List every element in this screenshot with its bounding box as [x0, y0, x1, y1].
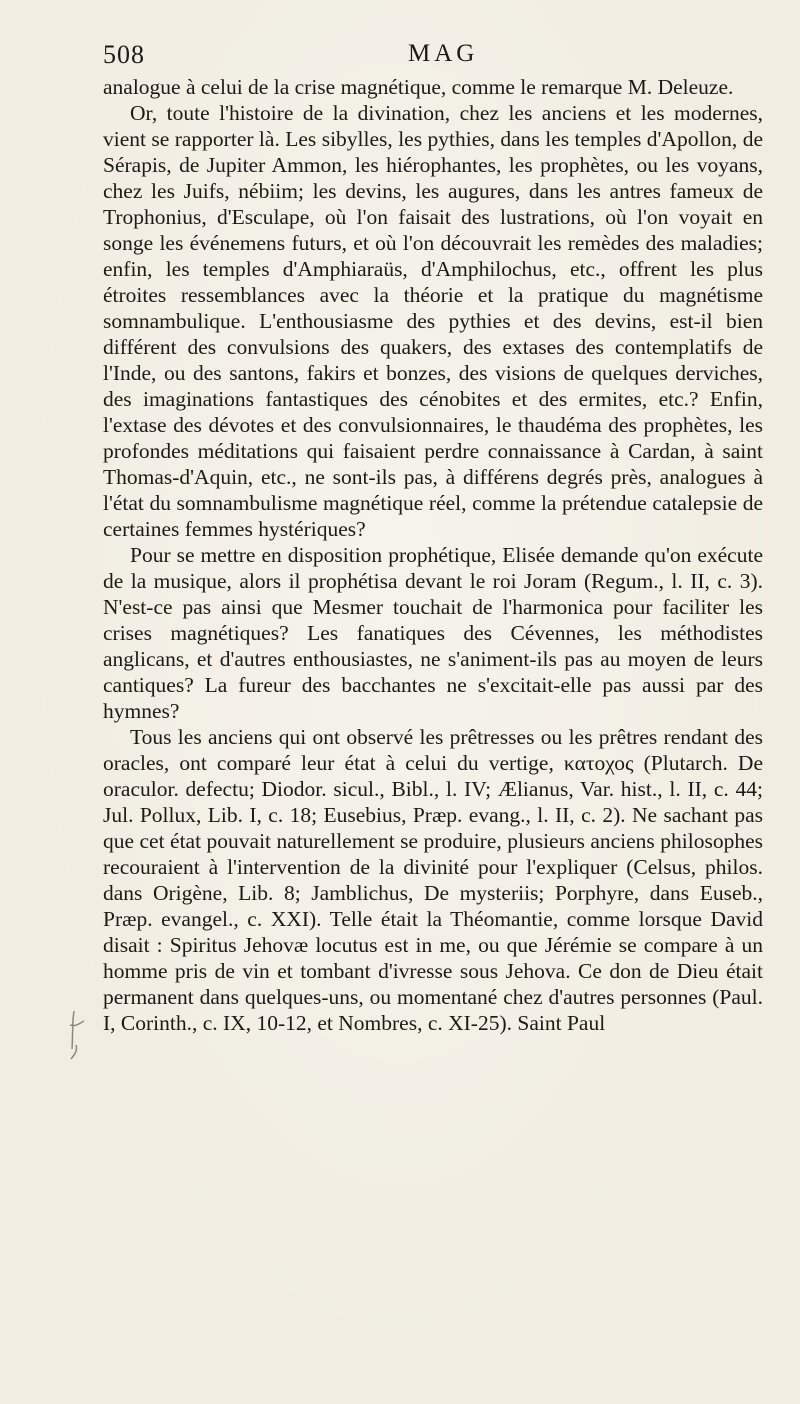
running-head: MAG	[408, 40, 479, 67]
paragraph-oracles: Tous les anciens qui ont observé les prêtresses ou les prêtres rendant des oracles, ont comparé leur état à celui du vertige, κατοχος (Plutarch. De oraculor. defectu; Diodor. sicul., Bibl., l. IV; Ælianus, Var. hist., l. II, c. 44; Jul. Pollux, Lib. I, c. 18; Eusebius, Præp. evang., l. II, c. 2). Ne sachant pas que cet état pouvait naturellement se produire, plusieurs anciens philosophes recouraient à l'intervention de la divinité pour l'expliquer (Celsus, philos. dans Origène, Lib. 8; Jamblichus, De mysteriis; Porphyre, dans Euseb., Præp. evangel., c. XXI). Telle était la Théomantie, comme lorsque David disait : Spiritus Jehovæ locutus est in me, ou que Jérémie se compare à un homme pris de vin et tombant d'ivresse sous Jehova. Ce don de Dieu était permanent dans quelques-uns, ou momentané chez d'autres personnes (Paul. I, Corinth., c. IX, 10-12, et Nombres, c. XI-25). Saint Paul	[103, 725, 763, 1035]
paragraph-continuation: analogue à celui de la crise magnétique, comme le remarque M. Deleuze.	[103, 75, 734, 99]
page-header	[103, 40, 763, 72]
page-number: 508	[103, 40, 145, 69]
paragraph-divination: Or, toute l'histoire de la divination, chez les anciens et les modernes, vient se rapporter là. Les sibylles, les pythies, dans les temples d'Apollon, de Sérapis, de Jupiter Ammon, les hiérophantes, les prophètes, ou les voyans, chez les Juifs, nébiim; les devins, les augures, dans les antres fameux de Trophonius, d'Esculape, où l'on faisait des lustrations, où l'on voyait en songe les événemens futurs, et où l'on découvrait les remèdes des maladies; enfin, les temples d'Amphiaraüs, d'Amphilochus, etc., offrent les plus étroites ressemblances avec la théorie et la pratique du magnétisme somnambulique. L'enthousiasme des pythies et des devins, est-il bien différent des convulsions des quakers, des extases des contemplatifs de l'Inde, ou des santons, fakirs et bonzes, des visions de quelques derviches, des imaginations fantastiques des cénobites et des ermites, etc.? Enfin, l'extase des dévotes et des convulsionnaires, le thaudéma des prophètes, les profondes méditations qui faisaient perdre connaissance à Cardan, à saint Thomas-d'Aquin, etc., ne sont-ils pas, à différens degrés près, analogues à l'état du somnambulisme magnétique réel, comme la prétendue catalepsie de certaines femmes hystériques?	[103, 101, 763, 541]
margin-ink-mark	[60, 1005, 96, 1065]
paragraph-music: Pour se mettre en disposition prophétique, Elisée demande qu'on exécute de la musique, alors il prophétisa devant le roi Joram (Regum., l. II, c. 3). N'est-ce pas ainsi que Mesmer touchait de l'harmonica pour faciliter les crises magnétiques? Les fanatiques des Cévennes, les méthodistes anglicans, et d'autres enthousiastes, ne s'animent-ils pas au moyen de leurs cantiques? La fureur des bacchantes ne s'excitait-elle pas aussi par des hymnes?	[103, 543, 763, 723]
body-text	[103, 74, 763, 1036]
